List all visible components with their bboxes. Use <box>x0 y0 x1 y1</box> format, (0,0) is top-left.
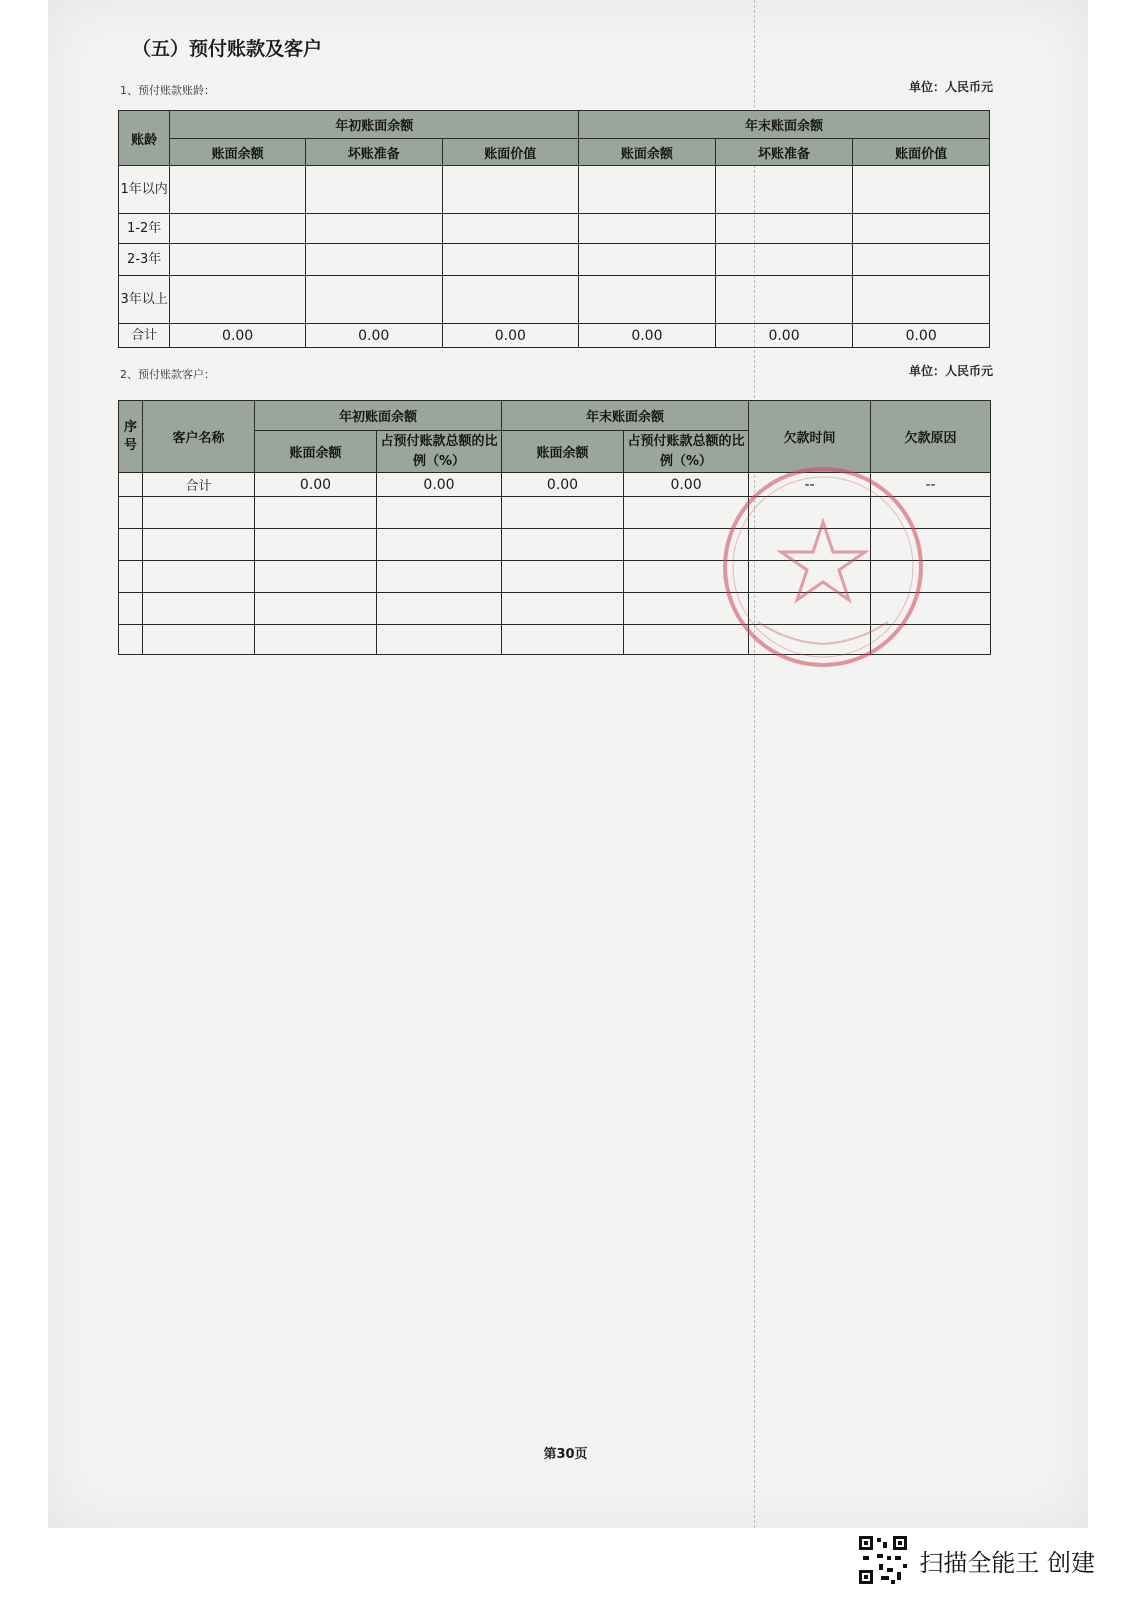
row-label: 1年以内 <box>119 166 170 214</box>
aging-header-label: 账龄 <box>119 111 170 166</box>
cell <box>715 244 853 276</box>
cell <box>170 244 306 276</box>
cell <box>119 473 143 497</box>
page-number: 第30页 <box>543 1447 588 1462</box>
customers-header-owe-reason: 欠款原因 <box>871 401 991 473</box>
aging-header-begin: 年初账面余额 <box>170 111 579 139</box>
cell <box>579 214 716 244</box>
cell: 0.00 <box>377 473 502 497</box>
cell <box>853 166 990 214</box>
footer-text: 扫描全能王 创建 <box>919 1548 1095 1577</box>
row-label: 2-3年 <box>119 244 170 276</box>
customers-header-seq: 序号 <box>119 401 143 473</box>
cell <box>305 214 442 244</box>
row-label: 1-2年 <box>119 214 170 244</box>
cell <box>442 276 579 324</box>
cell: 0.00 <box>853 324 990 348</box>
row-label: 3年以上 <box>119 276 170 324</box>
cell: 0.00 <box>305 324 442 348</box>
customers-sub-header: 占预付账款总额的比例（%） <box>377 431 502 473</box>
aging-sub-header: 账面价值 <box>442 139 579 166</box>
aging-header-end: 年末账面余额 <box>579 111 990 139</box>
table-row <box>119 276 990 324</box>
aging-sub-header: 账面价值 <box>853 139 990 166</box>
cell: 0.00 <box>255 473 377 497</box>
cell: 0.00 <box>624 473 749 497</box>
cell <box>305 244 442 276</box>
cell <box>579 244 716 276</box>
cell <box>442 166 579 214</box>
customers-sub-header: 账面余额 <box>502 431 624 473</box>
table-row <box>119 166 990 214</box>
customers-header-end: 年末账面余额 <box>502 401 749 431</box>
cell <box>853 214 990 244</box>
cell: 0.00 <box>715 324 853 348</box>
cell <box>170 214 306 244</box>
row-label: 合计 <box>119 324 170 348</box>
aging-sub-header: 坏账准备 <box>715 139 853 166</box>
aging-table <box>118 110 990 348</box>
scanner-footer <box>857 1533 1095 1587</box>
customers-sub-header: 账面余额 <box>255 431 377 473</box>
qr-code-icon <box>857 1534 909 1586</box>
cell <box>715 166 853 214</box>
customers-header-name: 客户名称 <box>143 401 255 473</box>
aging-sub-header: 账面余额 <box>170 139 306 166</box>
cell <box>853 244 990 276</box>
aging-sub-header: 账面余额 <box>579 139 716 166</box>
cell <box>305 276 442 324</box>
cell: 0.00 <box>170 324 306 348</box>
cell: -- <box>871 473 991 497</box>
cell: 合计 <box>143 473 255 497</box>
customers-subtitle: 2、预付账款客户： <box>120 368 215 381</box>
cell: 0.00 <box>579 324 716 348</box>
total-row <box>119 324 990 348</box>
section-title: （五）预付账款及客户 <box>132 38 323 60</box>
table-row <box>119 214 990 244</box>
aging-sub-header: 坏账准备 <box>305 139 442 166</box>
cell: 0.00 <box>502 473 624 497</box>
cell <box>715 214 853 244</box>
cell <box>170 166 306 214</box>
cell <box>579 276 716 324</box>
cell <box>305 166 442 214</box>
customers-header-owe-time: 欠款时间 <box>749 401 871 473</box>
aging-subtitle: 1、预付账款账龄： <box>120 84 215 97</box>
cell <box>853 276 990 324</box>
customers-header-begin: 年初账面余额 <box>255 401 502 431</box>
cell <box>442 244 579 276</box>
cell <box>170 276 306 324</box>
cell: 0.00 <box>442 324 579 348</box>
cell <box>715 276 853 324</box>
cell <box>579 166 716 214</box>
aging-unit: 单位：人民币元 <box>908 80 993 94</box>
customers-sub-header: 占预付账款总额的比例（%） <box>624 431 749 473</box>
cell <box>442 214 579 244</box>
table-row <box>119 244 990 276</box>
company-seal-icon <box>718 462 928 672</box>
customers-unit: 单位：人民币元 <box>908 364 993 378</box>
cell: -- <box>749 473 871 497</box>
